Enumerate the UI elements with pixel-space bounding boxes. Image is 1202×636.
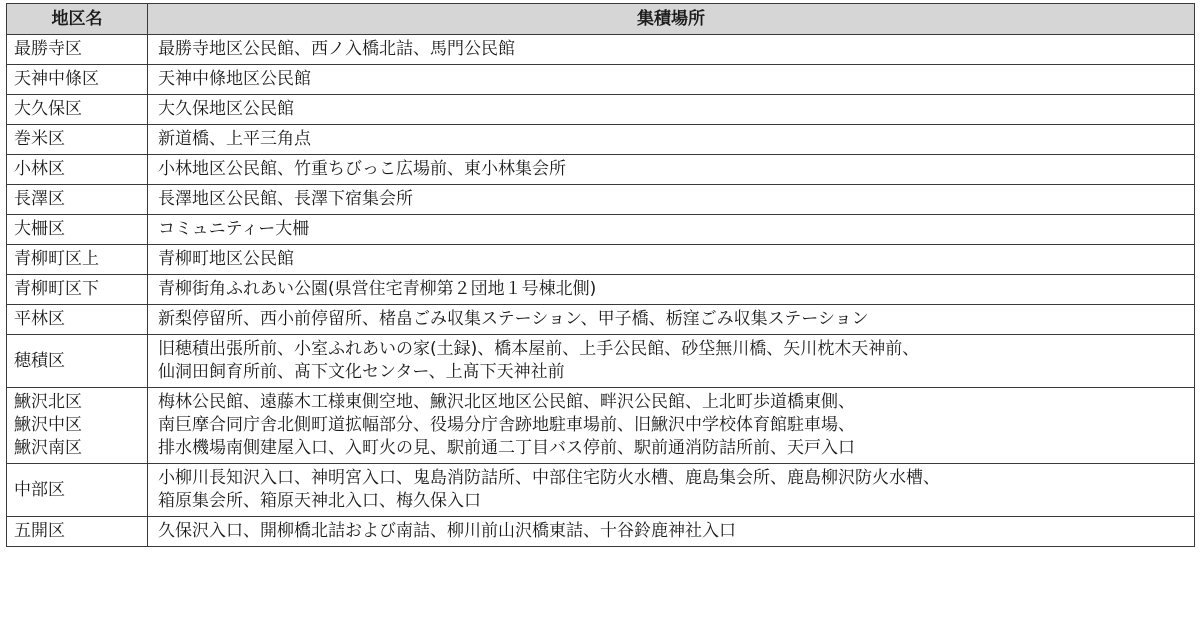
district-cell <box>7 35 148 65</box>
collection-sites-cell <box>148 215 1195 245</box>
collection-sites-cell <box>148 335 1195 388</box>
collection-sites-line: 小林地区公民館、竹重ちびっこ広場前、東小林集会所 <box>158 159 566 179</box>
district-cell <box>7 335 148 388</box>
table-row <box>7 95 1195 125</box>
district-cell <box>7 155 148 185</box>
district-name: 青柳町区上 <box>14 249 99 269</box>
district-name: 最勝寺区 <box>14 39 82 59</box>
district-cell <box>7 95 148 125</box>
collection-sites-cell <box>148 245 1195 275</box>
collection-sites-line: コミュニティー大柵 <box>158 219 310 239</box>
district-cell <box>7 185 148 215</box>
district-name: 鰍沢中区 <box>14 415 82 435</box>
collection-sites-line: 青柳町地区公民館 <box>158 249 294 269</box>
district-name: 穂積区 <box>14 350 65 371</box>
collection-sites-line: 梅林公民館、遠藤木工様東側空地、鰍沢北区地区公民館、畔沢公民館、上北町歩道橋東側、 <box>158 392 855 412</box>
table-row <box>7 464 1195 517</box>
collection-sites-line: 南巨摩合同庁舎北側町道拡幅部分、役場分庁舎跡地駐車場前、旧鰍沢中学校体育館駐車場、 <box>158 415 855 435</box>
collection-sites-line: 排水機場南側建屋入口、入町火の見、駅前通二丁目バス停前、駅前通消防詰所前、天戸入口 <box>158 438 855 458</box>
collection-sites-line: 新道橋、上平三角点 <box>158 129 311 149</box>
header-location: 集積場所 <box>148 4 1195 35</box>
district-cell <box>7 245 148 275</box>
collection-sites-line: 最勝寺地区公民館、西ノ入橋北詰、馬門公民館 <box>158 39 515 59</box>
district-name: 長澤区 <box>14 189 65 209</box>
table-row <box>7 155 1195 185</box>
district-cell <box>7 125 148 155</box>
collection-sites-cell <box>148 95 1195 125</box>
collection-sites-line: 長澤地区公民館、長澤下宿集会所 <box>158 189 413 209</box>
district-cell <box>7 517 148 547</box>
table-row <box>7 65 1195 95</box>
table-row <box>7 305 1195 335</box>
district-name: 五開区 <box>14 521 65 541</box>
collection-sites-cell <box>148 517 1195 547</box>
district-name: 巻米区 <box>14 129 65 149</box>
district-cell <box>7 65 148 95</box>
district-name: 中部区 <box>14 479 65 500</box>
district-name: 平林区 <box>14 309 65 329</box>
district-name: 鰍沢南区 <box>14 438 82 458</box>
table-row <box>7 275 1195 305</box>
district-cell <box>7 305 148 335</box>
table-row <box>7 215 1195 245</box>
collection-sites-line: 箱原集会所、箱原天神北入口、梅久保入口 <box>158 491 481 511</box>
collection-sites-cell <box>148 125 1195 155</box>
district-name: 青柳町区下 <box>14 279 99 299</box>
collection-sites-line: 小柳川長知沢入口、神明宮入口、鬼島消防詰所、中部住宅防火水槽、鹿島集会所、鹿島柳沢防火水槽、 <box>158 468 940 488</box>
table-row <box>7 335 1195 388</box>
collection-sites-cell <box>148 155 1195 185</box>
district-cell <box>7 215 148 245</box>
collection-sites-line: 青柳街角ふれあい公園(県営住宅青柳第２団地１号棟北側) <box>158 279 597 299</box>
table-row <box>7 35 1195 65</box>
table-row <box>7 185 1195 215</box>
collection-sites-line: 旧穂積出張所前、小室ふれあいの家(土録)、橋本屋前、上手公民館、砂垈無川橋、矢川枕木天神前、 <box>158 339 920 359</box>
collection-sites-cell <box>148 275 1195 305</box>
collection-sites-cell <box>148 185 1195 215</box>
district-cell <box>7 388 148 464</box>
header-district: 地区名 <box>7 4 148 35</box>
district-name: 小林区 <box>14 159 65 179</box>
district-name: 大久保区 <box>14 99 82 119</box>
collection-sites-line: 仙洞田飼育所前、髙下文化センター、上髙下天神社前 <box>158 362 565 382</box>
collection-site-table <box>6 3 1195 547</box>
district-cell <box>7 275 148 305</box>
table-row <box>7 245 1195 275</box>
district-name: 大柵区 <box>14 219 65 239</box>
collection-sites-line: 大久保地区公民館 <box>158 99 294 119</box>
collection-sites-line: 天神中條地区公民館 <box>158 69 311 89</box>
table-row <box>7 388 1195 464</box>
district-name: 鰍沢北区 <box>14 392 82 412</box>
collection-sites-line: 新梨停留所、西小前停留所、楮畠ごみ収集ステーション、甲子橋、栃窪ごみ収集ステーション <box>158 309 869 329</box>
collection-sites-cell <box>148 305 1195 335</box>
collection-site-table-container <box>6 3 1194 547</box>
table-header-row <box>7 4 1195 35</box>
collection-sites-cell <box>148 65 1195 95</box>
district-name: 天神中條区 <box>14 69 99 89</box>
district-cell <box>7 464 148 517</box>
collection-sites-cell <box>148 35 1195 65</box>
table-row <box>7 517 1195 547</box>
table-body <box>7 35 1195 547</box>
collection-sites-cell <box>148 388 1195 464</box>
collection-sites-cell <box>148 464 1195 517</box>
collection-sites-line: 久保沢入口、開柳橋北詰および南詰、柳川前山沢橋東詰、十谷鈴鹿神社入口 <box>158 521 736 541</box>
table-row <box>7 125 1195 155</box>
